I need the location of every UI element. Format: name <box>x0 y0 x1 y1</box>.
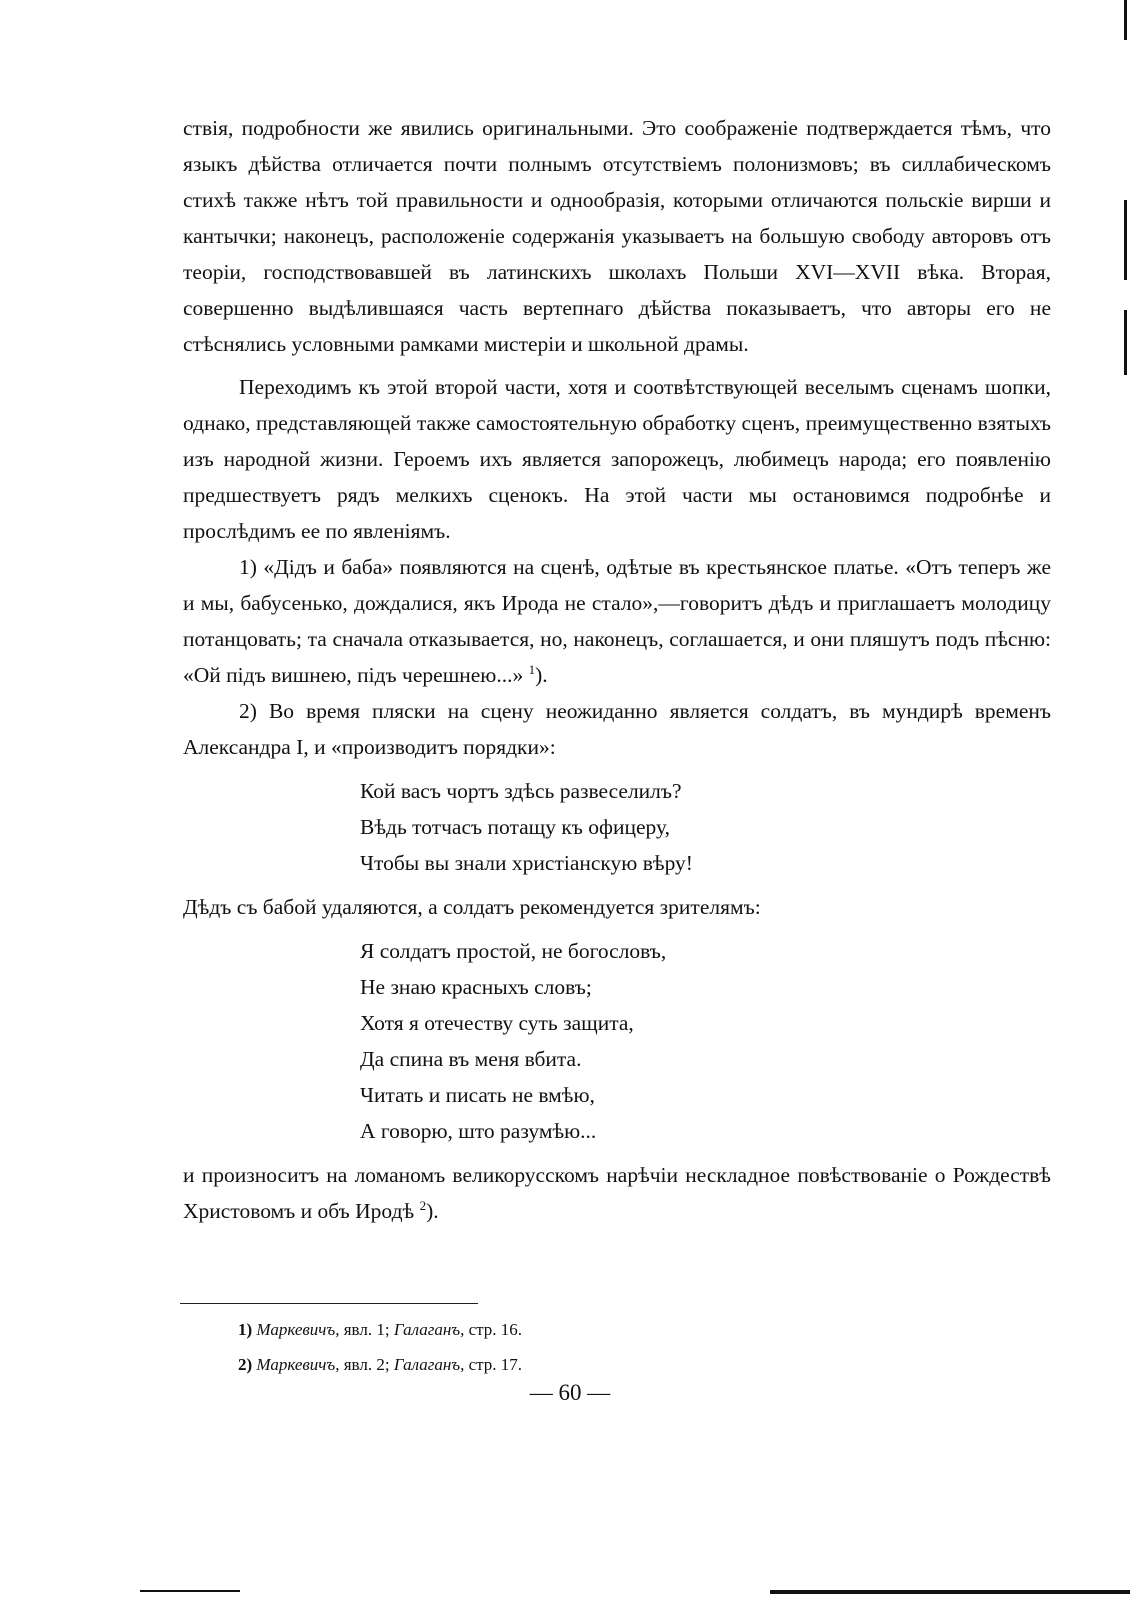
footnote-ref-2: 2 <box>419 1197 427 1213</box>
paragraph-6-text: и произноситъ на ломаномъ великорусскомъ нарѣчіи нескладное повѣствованіе о Рождествѣ Христовомъ и объ Иродѣ <box>183 1163 1051 1223</box>
paragraph-3-text: 1) «Дідъ и баба» появляются на сценѣ, одѣтые въ крестьянское платье. «Отъ теперъ же и мы, бабусенько, дождалися, якъ Ирода не стало»,—говоритъ дѣдъ и приглашаетъ молодицу потанцовать; та сначала отказывается, но, наконецъ, соглашается, и они пляшутъ подъ пѣсню: «Ой підъ вишнею, підъ черешнею...» <box>183 555 1051 687</box>
footnote-1 <box>238 1312 522 1347</box>
scan-edge-mark <box>1124 310 1127 375</box>
scan-edge-mark <box>1124 0 1127 40</box>
verse-line: Да спина въ меня вбита. <box>360 1047 582 1071</box>
scan-bottom-mark <box>770 1590 1130 1594</box>
footnote-author: Галаганъ, <box>393 1355 465 1374</box>
body-text <box>183 110 1051 1229</box>
paragraph-3 <box>183 549 1051 693</box>
paragraph-4: 2) Во время пляски на сцену неожиданно является солдатъ, въ мундирѣ временъ Александра I, и «производитъ порядки»: <box>183 699 1051 759</box>
paragraph-1: ствія, подробности же явились оригинальными. Это соображеніе подтверждается тѣмъ, что языкъ дѣйства отличается почти полнымъ отсутствіемъ полонизмовъ; въ силлабическомъ стихѣ также нѣтъ той правильности и однообразія, которыми отличаются польскіе вирши и кантычки; наконецъ, расположеніе содержанія указываетъ на большую свободу авторовъ отъ теоріи, господствовавшей въ латинскихъ школахъ Польши XVI—XVII вѣка. Вторая, совершенно выдѣлившаяся часть вертепнаго дѣйства показываетъ, что авторы его не стѣснялись условными рамками мистеріи и школьной драмы. <box>183 116 1051 356</box>
footnote-ref: стр. 17. <box>468 1355 523 1374</box>
paragraph-3-tail: ). <box>535 663 548 687</box>
paragraph-6-tail: ). <box>426 1199 439 1223</box>
verse-line: Читать и писать не вмѣю, <box>360 1083 595 1107</box>
footnote-ref: явл. 2; <box>343 1355 390 1374</box>
footnote-ref-1: 1 <box>528 661 536 677</box>
scan-bottom-mark <box>140 1590 240 1592</box>
footnote-ref: явл. 1; <box>343 1320 390 1339</box>
verse-line: А говорю, што разумѣю... <box>360 1119 597 1143</box>
scan-edge-mark <box>1124 200 1127 280</box>
paragraph-5: Дѣдъ съ бабой удаляются, а солдатъ рекомендуется зрителямъ: <box>183 895 761 919</box>
verse-line: Кой васъ чортъ здѣсь развеселилъ? <box>360 779 682 803</box>
footnote-divider <box>180 1303 478 1304</box>
footnote-author: Маркевичъ, <box>256 1320 340 1339</box>
verse-block-1 <box>360 773 1051 881</box>
footnote-mark: 1) <box>238 1320 253 1339</box>
footnote-author: Галаганъ, <box>393 1320 465 1339</box>
footnote-mark: 2) <box>238 1355 253 1374</box>
footnote-ref: стр. 16. <box>468 1320 523 1339</box>
verse-block-2 <box>360 933 1051 1149</box>
footnote-2 <box>238 1347 522 1382</box>
verse-line: Чтобы вы знали христіанскую вѣру! <box>360 851 693 875</box>
paragraph-6 <box>183 1157 1051 1229</box>
verse-line: Вѣдь тотчасъ потащу къ офицеру, <box>360 815 670 839</box>
footnote-author: Маркевичъ, <box>256 1355 340 1374</box>
verse-line: Хотя я отечеству суть защита, <box>360 1011 634 1035</box>
footnotes <box>238 1312 522 1382</box>
verse-line: Я солдатъ простой, не богословъ, <box>360 939 667 963</box>
page-number: — 60 — <box>529 1380 611 1405</box>
paragraph-2: Переходимъ къ этой второй части, хотя и соотвѣтствующей веселымъ сценамъ шопки, однако, представляющей также самостоятельную обработку сценъ, преимущественно взятыхъ изъ народной жизни. Героемъ ихъ является запорожецъ, любимецъ народа; его появленію предшествуетъ рядъ мелкихъ сценокъ. На этой части мы остановимся подробнѣе и прослѣдимъ ее по явленіямъ. <box>183 375 1051 543</box>
verse-line: Не знаю красныхъ словъ; <box>360 975 592 999</box>
